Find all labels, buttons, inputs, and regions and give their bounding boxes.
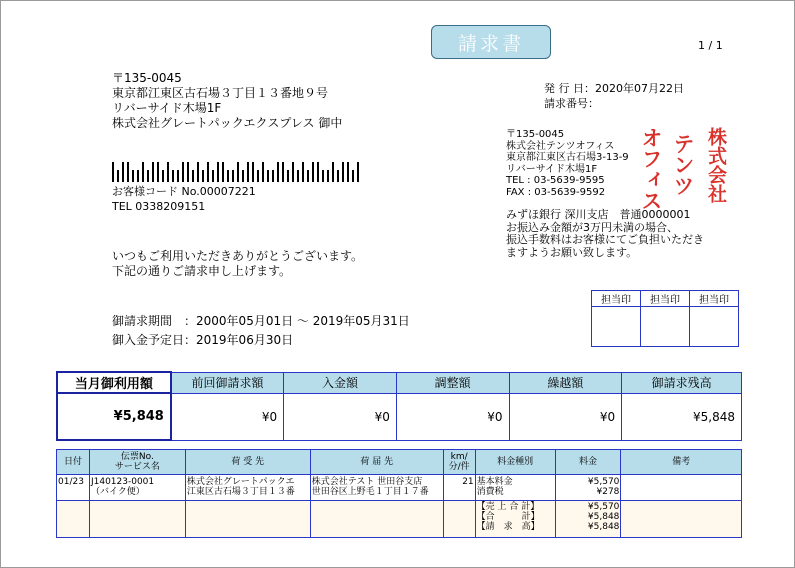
payment-due-value: 2019年06月30日: [196, 333, 294, 347]
greeting-line-2: 下記の通りご請求申し上げます。: [112, 264, 292, 278]
row-date: 01/23: [57, 475, 90, 501]
detail-header-destination: 荷 届 先: [310, 450, 443, 475]
detail-header-slip: [89, 450, 185, 475]
seal-text-col-2: テンツ: [671, 133, 695, 196]
total-sales-value: ¥5,570: [587, 502, 620, 512]
totals-empty-cell: [621, 501, 742, 538]
summary-value-balance: ¥5,848: [622, 393, 742, 440]
issue-date: [544, 82, 684, 95]
sender-tel: TEL : 03-5639-9595: [506, 175, 605, 186]
summary-header-previous: 前回御請求額: [171, 372, 284, 393]
detail-header-slip-no: 伝票No.: [120, 452, 154, 462]
issue-date-label: 発 行 日：: [544, 82, 595, 95]
totals-labels: [475, 501, 555, 538]
approval-stamp-cell: [592, 307, 641, 347]
total-billed-value: ¥5,848: [587, 522, 620, 532]
detail-header-fee: 料金: [555, 450, 621, 475]
summary-header-adjustment: 調整額: [396, 372, 509, 393]
summary-value-payment: ¥0: [284, 393, 397, 440]
totals-empty-cell: [310, 501, 443, 538]
sender-postal: 〒135-0045: [506, 129, 565, 140]
invoice-number-label: 請求番号：: [544, 97, 599, 110]
detail-header-note: 備考: [621, 450, 742, 475]
row-consignee: [185, 475, 310, 501]
recipient-postal: 〒135-0045: [112, 71, 182, 85]
table-row: [57, 475, 742, 501]
totals-empty-cell: [185, 501, 310, 538]
row-slip: [89, 475, 185, 501]
summary-value-current: ¥5,848: [57, 393, 171, 440]
summary-header-current: 当月御利用額: [57, 372, 171, 393]
billing-period-label: 御請求期間 ：: [112, 314, 197, 328]
detail-header-fee-type: 料金種別: [475, 450, 555, 475]
approval-header: 担当印: [690, 291, 739, 307]
totals-empty-cell: [89, 501, 185, 538]
row-destination: [310, 475, 443, 501]
row-fee-type: [475, 475, 555, 501]
bank-info: [506, 209, 704, 259]
detail-header-consignee: 荷 受 先: [185, 450, 310, 475]
detail-header-km-label: km/: [450, 452, 468, 462]
approval-header: 担当印: [592, 291, 641, 307]
row-note: [621, 475, 742, 501]
total-value: ¥5,848: [587, 512, 620, 522]
totals-values: [555, 501, 621, 538]
sender-address-2: リバーサイド木場1F: [506, 163, 598, 175]
billing-detail-table: [56, 449, 742, 538]
row-km: 21: [443, 475, 475, 501]
summary-header-balance: 御請求残高: [622, 372, 742, 393]
detail-header-date: 日付: [57, 450, 90, 475]
row-consignee-address: 江東区古石場３丁目１３番: [186, 487, 295, 497]
row-fee-2: ¥278: [596, 487, 620, 497]
seal-text-col-3: 株式会社: [705, 127, 727, 203]
totals-empty-cell: [57, 501, 90, 538]
page-number: 1 / 1: [698, 39, 723, 52]
recipient-tel: TEL 0338209151: [112, 200, 206, 213]
row-fee: [555, 475, 621, 501]
summary-header-payment: 入金額: [284, 372, 397, 393]
billing-period-value: 2000年05月01日 ～ 2019年05月31日: [196, 314, 410, 328]
greeting-line-1: いつもご利用いただきありがとうございます。: [112, 249, 364, 263]
approval-stamp-cell: [641, 307, 690, 347]
row-slip-no: J140123-0001: [90, 477, 155, 487]
row-destination-name: 株式会社テスト 世田谷支店: [311, 477, 423, 487]
bank-note-2: 振込手数料はお客様にてご負担いただき: [506, 233, 704, 246]
detail-header-per-label: 分/件: [448, 462, 470, 472]
customer-barcode: [112, 162, 412, 182]
total-sales-label: 【売 上 合 計】: [476, 502, 540, 512]
total-billed-label: 【請 求 高】: [476, 522, 540, 532]
row-service: （バイク便）: [90, 487, 145, 497]
sender-company: 株式会社テンツオフィス: [506, 140, 615, 152]
sender-fax: FAX : 03-5639-9592: [506, 186, 606, 198]
billing-period: [112, 312, 410, 329]
bank-note-1: お振込み金額が3万円未満の場合、: [506, 220, 678, 234]
recipient-address-1: 東京都江東区古石場３丁目１３番地９号: [112, 86, 329, 100]
row-destination-address: 世田谷区上野毛１丁目１７番: [311, 487, 429, 497]
total-label: 【合 計】: [476, 512, 540, 522]
detail-header-service: サービス名: [114, 462, 160, 472]
billing-summary-table: [56, 371, 742, 441]
totals-row: [57, 501, 742, 538]
detail-header-km: [443, 450, 475, 475]
document-title: 請求書: [431, 25, 551, 59]
sender-block: [506, 129, 629, 198]
recipient-address-2: リバーサイド木場1F: [112, 101, 222, 115]
recipient-company: 株式会社グレートパックエクスプレス 御中: [112, 116, 343, 130]
approval-header: 担当印: [641, 291, 690, 307]
payment-due-label: 御入金予定日：: [112, 333, 197, 347]
bank-account: みずほ銀行 深川支店 普通0000001: [506, 208, 691, 221]
greeting: [112, 249, 363, 279]
customer-code: お客様コード No.00007221: [112, 185, 256, 198]
summary-header-carryover: 繰越額: [509, 372, 622, 393]
totals-empty-cell: [443, 501, 475, 538]
summary-value-adjustment: ¥0: [396, 393, 509, 440]
sender-address-1: 東京都江東区古石場3-13-9: [506, 152, 629, 163]
seal-text-col-1: オフィス: [639, 127, 663, 211]
row-consignee-name: 株式会社グレートパックエ: [186, 477, 295, 487]
row-fee-1: ¥5,570: [587, 477, 620, 487]
summary-value-previous: ¥0: [171, 393, 284, 440]
bank-note-3: ますようお願い致します。: [506, 245, 638, 259]
row-fee-type-2: 消費税: [476, 487, 504, 497]
approval-stamp-cell: [690, 307, 739, 347]
summary-value-carryover: ¥0: [509, 393, 622, 440]
company-seal-stamp: [638, 127, 738, 219]
issue-date-value: 2020年07月22日: [595, 82, 684, 95]
row-fee-type-1: 基本料金: [476, 477, 513, 487]
payment-due: [112, 331, 293, 348]
approval-stamp-table: [591, 290, 739, 347]
